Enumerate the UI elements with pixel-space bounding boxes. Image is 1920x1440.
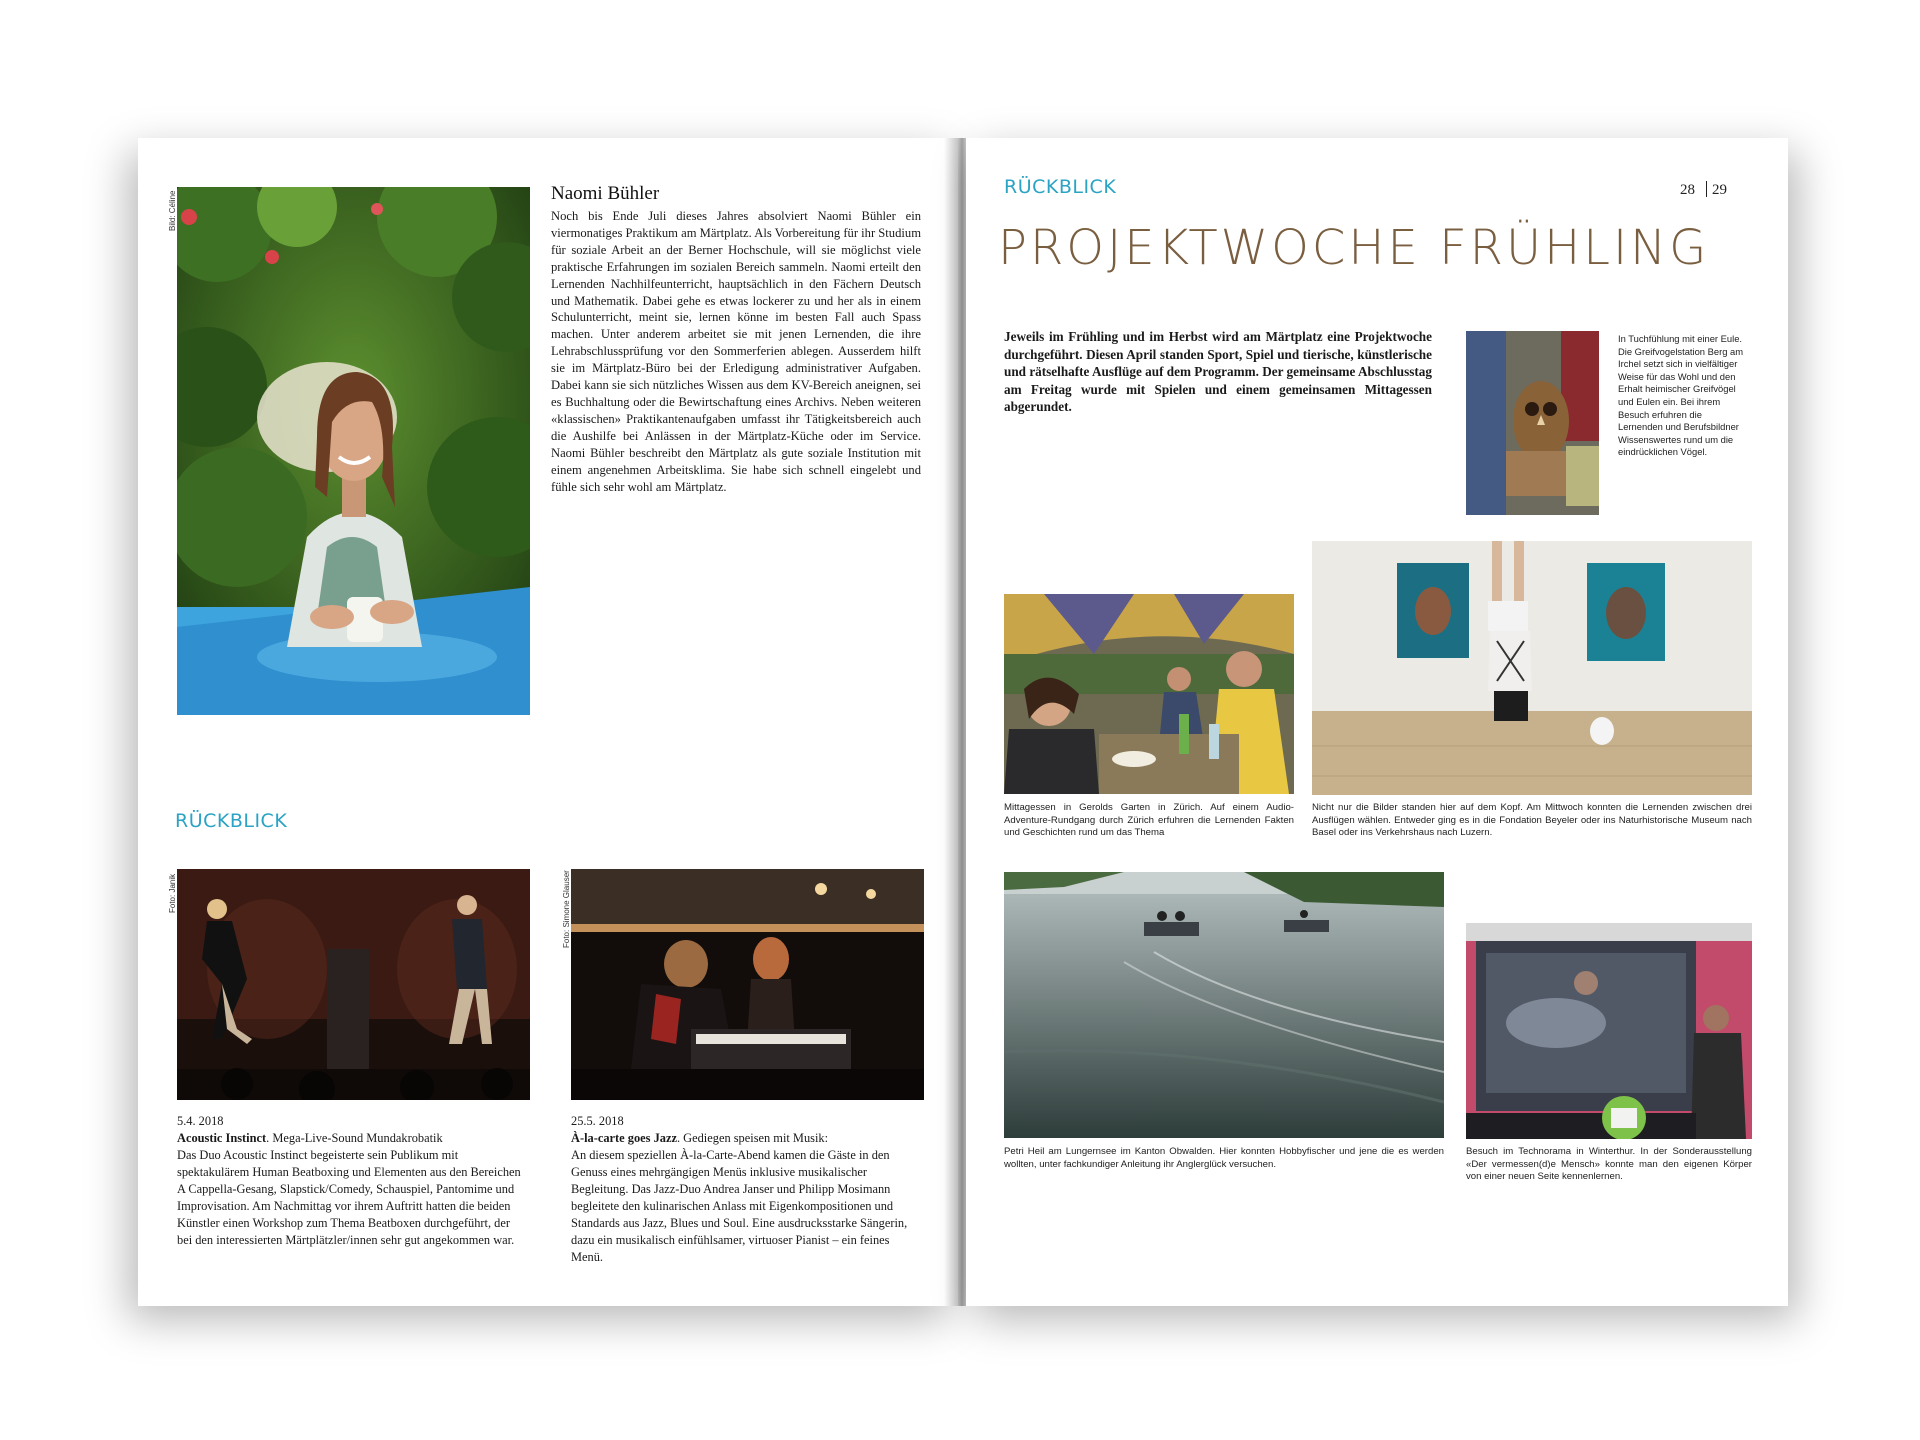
lunch-caption: Mittagessen in Gerolds Garten in Zürich. Auf einem Audio-Adventure-Rundgang durch Zürich erfuhren die Lernenden Fakten und Geschichten rund um das Thema bbox=[1004, 802, 1294, 839]
magazine-spread bbox=[138, 138, 1788, 1306]
section-label-rueckblick: RÜCKBLICK bbox=[175, 810, 288, 832]
technorama-caption: Besuch im Technorama in Winterthur. In der Sonderausstellung «Der vermessen(d)e Mensch» konnte man den eigenen Körper von einer neuen Seite kennenlernen. bbox=[1466, 1146, 1752, 1183]
intro-text: Jeweils im Frühling und im Herbst wird am Märtplatz eine Projektwoche durchgeführt. Diesen April standen Sport, Spiel und tierische, künstlerische und rätselhafte Ausflüge auf dem Programm. Der gemeinsame Abschlusstag am Freitag wurde mit Spielen und einem gemeinsamen Mittagessen abgerundet. bbox=[1004, 329, 1432, 415]
page-number-left: 28 bbox=[1680, 182, 1695, 198]
lake-photo bbox=[1004, 872, 1444, 1138]
event2-subline: . Gediegen speisen mit Musik: bbox=[676, 1131, 829, 1145]
event2-headline: À-la-carte goes Jazz bbox=[571, 1131, 677, 1145]
right-page bbox=[966, 138, 1788, 1306]
portrait-credit: Bild: Céline bbox=[168, 190, 177, 231]
event2-credit: Foto: Simone Glauser bbox=[562, 870, 571, 948]
lunch-illustration bbox=[1004, 594, 1294, 794]
headstand-photo bbox=[1312, 541, 1752, 795]
event1-body: Das Duo Acoustic Instinct begeisterte sein Publikum mit spektakulärem Human Beatboxing und Elementen aus den Bereichen A Cappella-Gesang, Slapstick/Comedy, Schauspiel, Pantomime und Improvisation. Am Nachmittag vor ihrem Auftritt hatten die beiden Künstler einen Workshop zum Thema Beatboxen durchgeführt, der bei den interessierten Märtplätzler/innen sehr gut angekommen war. bbox=[177, 1148, 521, 1247]
event2-text bbox=[571, 1113, 921, 1266]
owl-photo bbox=[1466, 331, 1599, 515]
portrait-illustration bbox=[177, 187, 530, 715]
page-number-right: 29 bbox=[1712, 182, 1727, 198]
page-number-divider bbox=[1706, 181, 1707, 197]
profile-text: Noch bis Ende Juli dieses Jahres absolviert Naomi Bühler ein viermonatiges Praktikum am Märtplatz. Als Vorbereitung für ihr Studium für soziale Arbeit an der Berner Hochschule, will sie möglichst viele praktische Erfahrungen im sozialen Bereich sammeln. Naomi erteilt den Lernenden Nachhilfeunterricht, hauptsächlich in den Fächern Deutsch und Mathematik. Dabei gehe es etwas lockerer zu und her als in einem Schulunterricht, meint sie, lernen könne im besten Fall auch Spass machen. Unter anderem arbeitet sie mit jenen Lernenden, die ihre Lehrabschlussprüfung vor den Sommerferien ablegen. Ausserdem hilft sie im Märtplatz-Büro bei der Erledigung administrativer Aufgaben. Dabei kann sie sich nützliches Wissen aus dem KV-Bereich aneignen, sei es Buchhaltung oder die Bewirtschaftung eines Archivs. Neben weiteren «klassischen» Praktikantenaufgaben umfasst ihr Tätigkeitsbereich auch die Aushilfe bei Anlässen in der Märtplatz-Küche oder im Service. Naomi Bühler beschreibt den Märtplatz als gute soziale Institution mit einem angenehmen Arbeitsklima. Sie habe sich schnell eingelebt und fühle sich sehr wohl am Märtplatz. bbox=[551, 209, 921, 494]
profile-name: Naomi Bühler bbox=[551, 183, 660, 204]
event1-subline: . Mega-Live-Sound Mundakrobatik bbox=[266, 1131, 443, 1145]
event1-credit: Foto: Janik bbox=[168, 873, 177, 913]
headstand-caption: Nicht nur die Bilder standen hier auf dem Kopf. Am Mittwoch konnten die Lernenden zwischen drei Ausflügen wählen. Entweder ging es in die Fondation Beyeler oder ins Naturhistorische Museum nach Basel oder ins Verkehrshaus nach Luzern. bbox=[1312, 802, 1752, 839]
lunch-photo bbox=[1004, 594, 1294, 794]
page-title: PROJEKTWOCHE FRÜHLING bbox=[998, 220, 1710, 276]
event2-date: 25.5. 2018 bbox=[571, 1114, 624, 1128]
jazz-duo-illustration bbox=[571, 869, 924, 1100]
left-page bbox=[138, 138, 958, 1306]
event2-body: An diesem speziellen À-la-Carte-Abend kamen die Gäste in den Genuss eines mehrgängigen Menüs inklusive musikalischer Begleitung. Das Jazz-Duo Andrea Janser und Philipp Mosimann begleitete den kulinarischen Anlass mit Eigenkompositionen und Standards aus Jazz, Blues und Soul. Eine ausdrucksstarke Sängerin, dazu ein musikalisch einfühlsamer, virtuoser Pianist – ein feines Menü. bbox=[571, 1148, 908, 1264]
event1-date: 5.4. 2018 bbox=[177, 1114, 224, 1128]
owl-caption: In Tuchfühlung mit einer Eule. Die Greifvogelstation Berg am Irchel setzt sich in vielfältiger Weise für das Wohl und den Erhalt heimischer Greifvögel und Eulen ein. Bei ihrem Besuch erfuhren die Lernenden und Berufsbildner Wissenswertes rund um die eindrücklichen Vögel. bbox=[1618, 333, 1744, 458]
technorama-photo bbox=[1466, 923, 1752, 1139]
museum-headstand-illustration bbox=[1312, 541, 1752, 795]
event2-photo bbox=[571, 869, 924, 1100]
technorama-illustration bbox=[1466, 923, 1752, 1139]
owl-illustration bbox=[1466, 331, 1599, 515]
beatbox-stage-illustration bbox=[177, 869, 530, 1100]
event1-text bbox=[177, 1113, 527, 1249]
lake-fishing-illustration bbox=[1004, 872, 1444, 1138]
portrait-photo bbox=[177, 187, 530, 715]
section-label-rueckblick-right: RÜCKBLICK bbox=[1004, 176, 1117, 198]
event1-headline: Acoustic Instinct bbox=[177, 1131, 267, 1145]
lake-caption: Petri Heil am Lungernsee im Kanton Obwalden. Hier konnten Hobbyfischer und jene die es werden wollten, unter fachkundiger Anleitung ihr Anglerglück versuchen. bbox=[1004, 1146, 1444, 1170]
event1-photo bbox=[177, 869, 530, 1100]
